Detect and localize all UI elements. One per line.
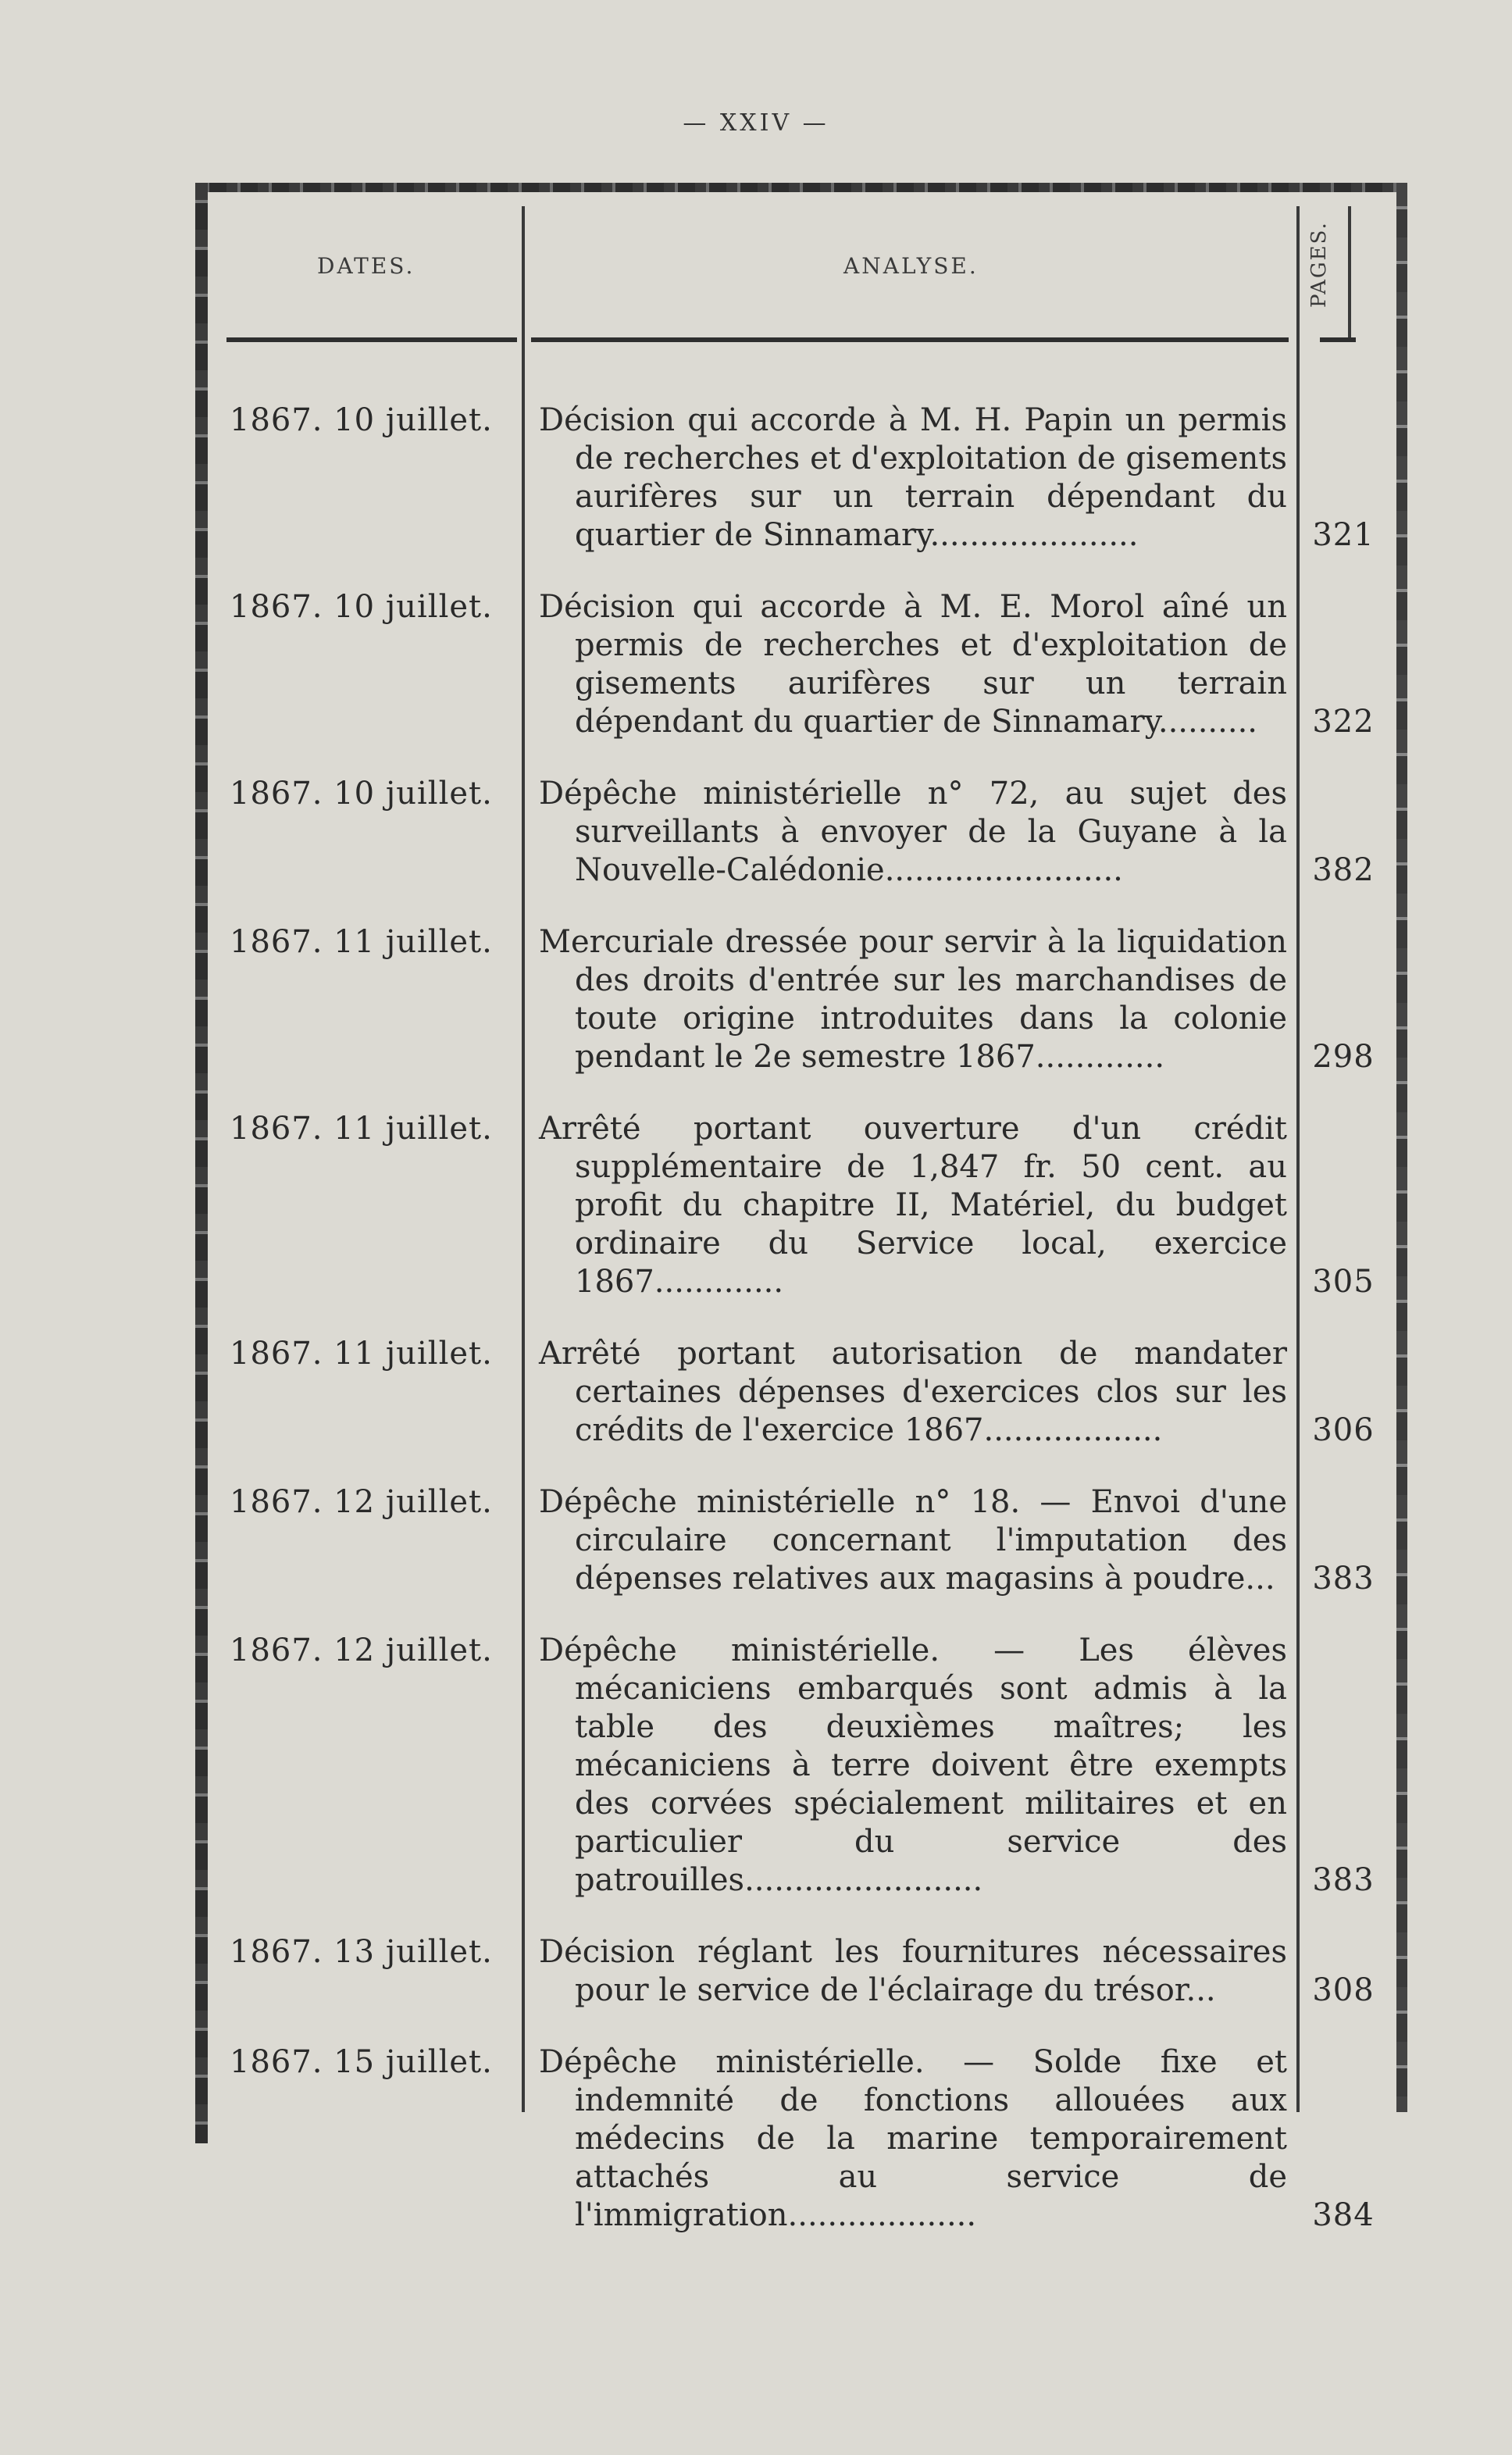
index-table — [195, 183, 1407, 2233]
entry-analysis: Décision qui accorde à M. H. Papin un permis de recherches et d'exploitation de gisements aurifères sur un terrain dépendant du quartier de Sinnamary..................... — [539, 402, 1287, 553]
table-top-border — [195, 183, 1407, 192]
entry-page: 383 — [1312, 1561, 1375, 1597]
entry-date: 1867. 11 juillet. — [230, 1111, 493, 1147]
entry-analysis: Dépêche ministérielle n° 72, au sujet des surveillants à envoyer de la Guyane à la Nouvelle-Calédonie........................ — [539, 776, 1287, 888]
entry-page: 384 — [1312, 2197, 1375, 2233]
entry-date: 1867. 12 juillet. — [230, 1633, 493, 1668]
page-number: — XXIV — — [683, 109, 829, 137]
entry-analysis: Mercuriale dressée pour servir à la liquidation des droits d'entrée sur les marchandises de toute origine introduites dans la colonie pendant le 2e semestre 1867............. — [539, 924, 1287, 1075]
entry-analysis: Dépêche ministérielle. — Solde fixe et indemnité de fonctions allouées aux médecins de la marine temporairement attachés au service de l'immigration................... — [539, 2044, 1287, 2233]
entry-page: 305 — [1312, 1264, 1375, 1300]
entry-page: 383 — [1312, 1862, 1375, 1898]
entry-date: 1867. 12 juillet. — [230, 1484, 493, 1520]
entry-date: 1867. 10 juillet. — [230, 402, 493, 438]
entry-row — [195, 1335, 1407, 1450]
entry-row — [195, 401, 1407, 555]
entry-analysis: Décision qui accorde à M. E. Morol aîné un permis de recherches et d'exploitation de gisements aurifères sur un terrain dépendant du quartier de Sinnamary.......... — [539, 589, 1287, 740]
header-pages: PAGES. — [1307, 221, 1331, 309]
entry-page: 298 — [1312, 1039, 1375, 1075]
entry-row — [195, 1632, 1407, 1900]
entry-analysis: Arrêté portant autorisation de mandater certaines dépenses d'exercices clos sur les crédits de l'exercice 1867.................. — [539, 1336, 1287, 1448]
entry-date: 1867. 10 juillet. — [230, 589, 493, 625]
entry-analysis: Dépêche ministérielle. — Les élèves mécaniciens embarqués sont admis à la table des deuxièmes maîtres; les mécaniciens à terre doivent être exempts des corvées spécialement militaires et en particulier du service des patrouilles........................ — [539, 1633, 1287, 1898]
entry-row — [195, 775, 1407, 890]
entry-row — [195, 1110, 1407, 1301]
entry-date: 1867. 10 juillet. — [230, 776, 493, 812]
entry-row — [195, 2043, 1407, 2235]
entry-analysis: Dépêche ministérielle n° 18. — Envoi d'une circulaire concernant l'imputation des dépenses relatives aux magasins à poudre... — [539, 1484, 1287, 1597]
header-analyse: ANALYSE. — [843, 253, 979, 279]
entry-list — [195, 401, 1407, 2235]
entry-date: 1867. 13 juillet. — [230, 1934, 493, 1970]
entry-page: 322 — [1312, 704, 1375, 740]
header-rule-analyse — [531, 337, 1289, 342]
entry-row — [195, 588, 1407, 741]
entry-page: 321 — [1312, 517, 1375, 553]
header-rule-dates — [226, 337, 517, 342]
entry-date: 1867. 15 juillet. — [230, 2044, 493, 2080]
header-dates: DATES. — [317, 253, 415, 279]
entry-row — [195, 1483, 1407, 1598]
header-rule-pages — [1320, 337, 1356, 342]
entry-date: 1867. 11 juillet. — [230, 924, 493, 960]
entry-row — [195, 923, 1407, 1076]
entry-page: 382 — [1312, 852, 1375, 888]
entry-page: 308 — [1312, 1972, 1375, 2008]
entry-date: 1867. 11 juillet. — [230, 1336, 493, 1372]
entry-analysis: Arrêté portant ouverture d'un crédit supplémentaire de 1,847 fr. 50 cent. au profit du chapitre II, Matériel, du budget ordinaire du Service local, exercice 1867............. — [539, 1111, 1287, 1300]
entry-page: 306 — [1312, 1412, 1375, 1448]
entry-row — [195, 1933, 1407, 2010]
entry-analysis: Décision réglant les fournitures nécessaires pour le service de l'éclairage du trésor... — [539, 1934, 1287, 2008]
